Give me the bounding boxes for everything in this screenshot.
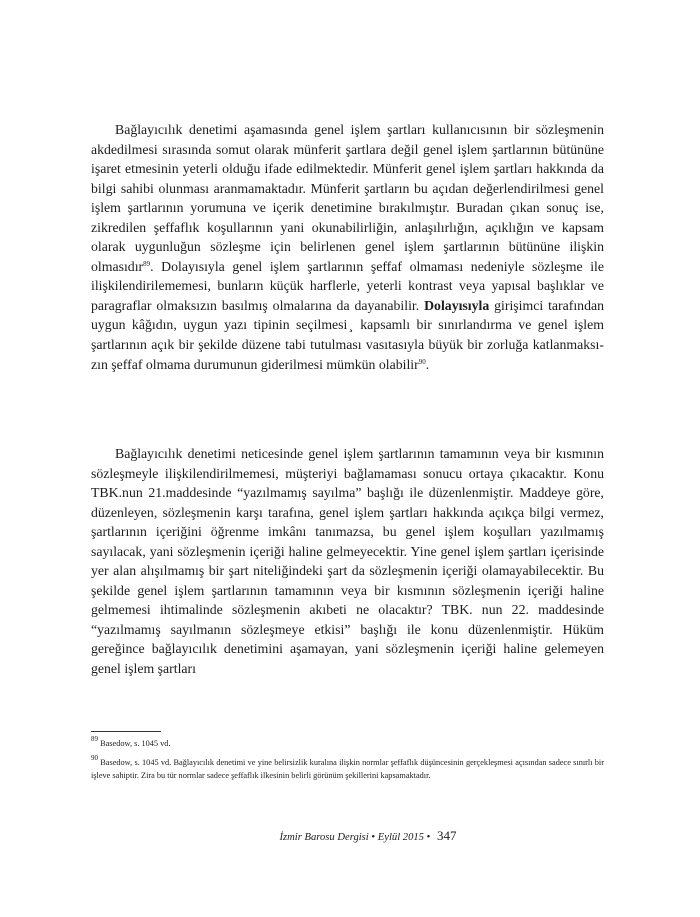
- para1-text-c: girişimci tarafından uygun kâğıdın, uygun yazı tipinin seçilmesi ̧ kapsamlı bir sınırlandırma ve genel işlem şartlarının açık bir şekilde düzene tabi tutulması vasıtasıyla büyük bir zorluğa katlanmaksızın şeffaf olmama durumunun giderilmesi mümkün olabilir: [91, 297, 604, 372]
- footnote-text: Basedow, s. 1045 vd.: [98, 739, 171, 748]
- footer-separator: •: [426, 832, 431, 843]
- body-paragraph-1: [91, 120, 604, 374]
- footnotes-section: [91, 737, 604, 783]
- journal-name: İzmir Barosu Dergisi: [279, 832, 369, 843]
- footnote-divider: [91, 731, 161, 732]
- footnote-ref-90[interactable]: 90: [418, 357, 426, 366]
- para1-text-a: Bağlayıcılık denetimi aşamasında genel işlem şartları kullanıcısının bir sözleşmenin akdedilmesi sırasında somut olarak münferit şartlara değil genel işlem şartlarının bütününe işaret etmesinin yeterli olduğu ifade edilmektedir. Münferit genel işlem şartları hakkında da bilgi sahibi olunması aranmamaktadır. Münferit şartların bu açıdan değerlendirilmesi genel işlem şartlarının yorumuna ve içerik denetimine bırakılmıştır. Buradan çıkan sonuç ise, zikredilen şeffaflık koşullarının yani okunabilirliğin, anlaşılırlığın, açıklığın ve kapsam olarak uygunluğun sözleşme için belirlenen genel işlem şartlarının bütününe ilişkin olmasıdır: [91, 122, 604, 274]
- page-number: 347: [437, 828, 457, 843]
- footer-separator: •: [371, 832, 376, 843]
- body-paragraph-2: [91, 444, 604, 679]
- page-footer: [0, 828, 700, 844]
- footnote-number: 90: [91, 754, 98, 763]
- para2-text: Bağlayıcılık denetimi neticesinde genel işlem şartlarının tamamının veya bir kısmının sözleşmeyle ilişkilendirilmemesi, müşteriyi bağlamaması sonucu ortaya çıkacaktır. Konu TBK.nun 21.maddesinde “yazılmamış sayılma” başlığı ile düzenlenmiştir. Maddeye göre, düzenleyen, sözleşmenin karşı tarafına, genel işlem şartları hakkında açıkça bilgi vermez, şartlarının içeriğini öğrenme imkânı tanımazsa, bu genel işlem koşulları yazılmamış sayılacak, yani sözleşmenin içeriği haline gelmeyecektir. Yine genel işlem şartları içerisinde yer alan alışılmamış bir şart niteliğindeki şart da sözleşmenin içeriği olamayabilecektir. Bu şekilde genel işlem şartlarının tamamının veya bir kısmının sözleşmenin içeriği haline gelmemesi ihtimalinde sözleşmenin akıbeti ne olacaktır? TBK. nun 22. maddesinde “yazılmamış sayılmanın sözleşmeye etkisi” başlığı ile konu düzenlenmiştir. Hüküm gereğince bağlayıcılık denetimini aşamayan, yani sözleşmenin içeriği haline gelemeyen genel işlem şartları: [91, 446, 604, 677]
- footnote-text: Basedow, s. 1045 vd. Bağlayıcılık denetimi ve yine belirsizlik kuralına ilişkin normlar şeffaflık düşüncesinin gerçekleşmesi açısından sadece sınırlı bir işleve sahiptir. Zira bu tür normlar sadece şeffaflık ilkesinin belirli görünüm şekillerini kapsamaktadır.: [91, 758, 604, 781]
- para1-text-b: . Dolayısıyla genel işlem şartlarının şeffaf olmaması nedeniyle sözleşme ile ilişkilendirilememesi, bunların küçük harflerle, yeterli kontrast veya yapısal başlıklar ve paragraflar olmaksızın basılmış olmalarına da dayanabilir.: [91, 258, 604, 313]
- footnote-number: 89: [91, 735, 98, 743]
- footnote-ref-89[interactable]: 89: [143, 259, 151, 268]
- para1-bold-word: Dolayısıyla: [424, 297, 490, 313]
- footnote-89: [91, 737, 604, 750]
- footnote-90: [91, 756, 604, 782]
- issue-date: Eylül 2015: [377, 832, 424, 843]
- para1-text-d: .: [425, 356, 430, 372]
